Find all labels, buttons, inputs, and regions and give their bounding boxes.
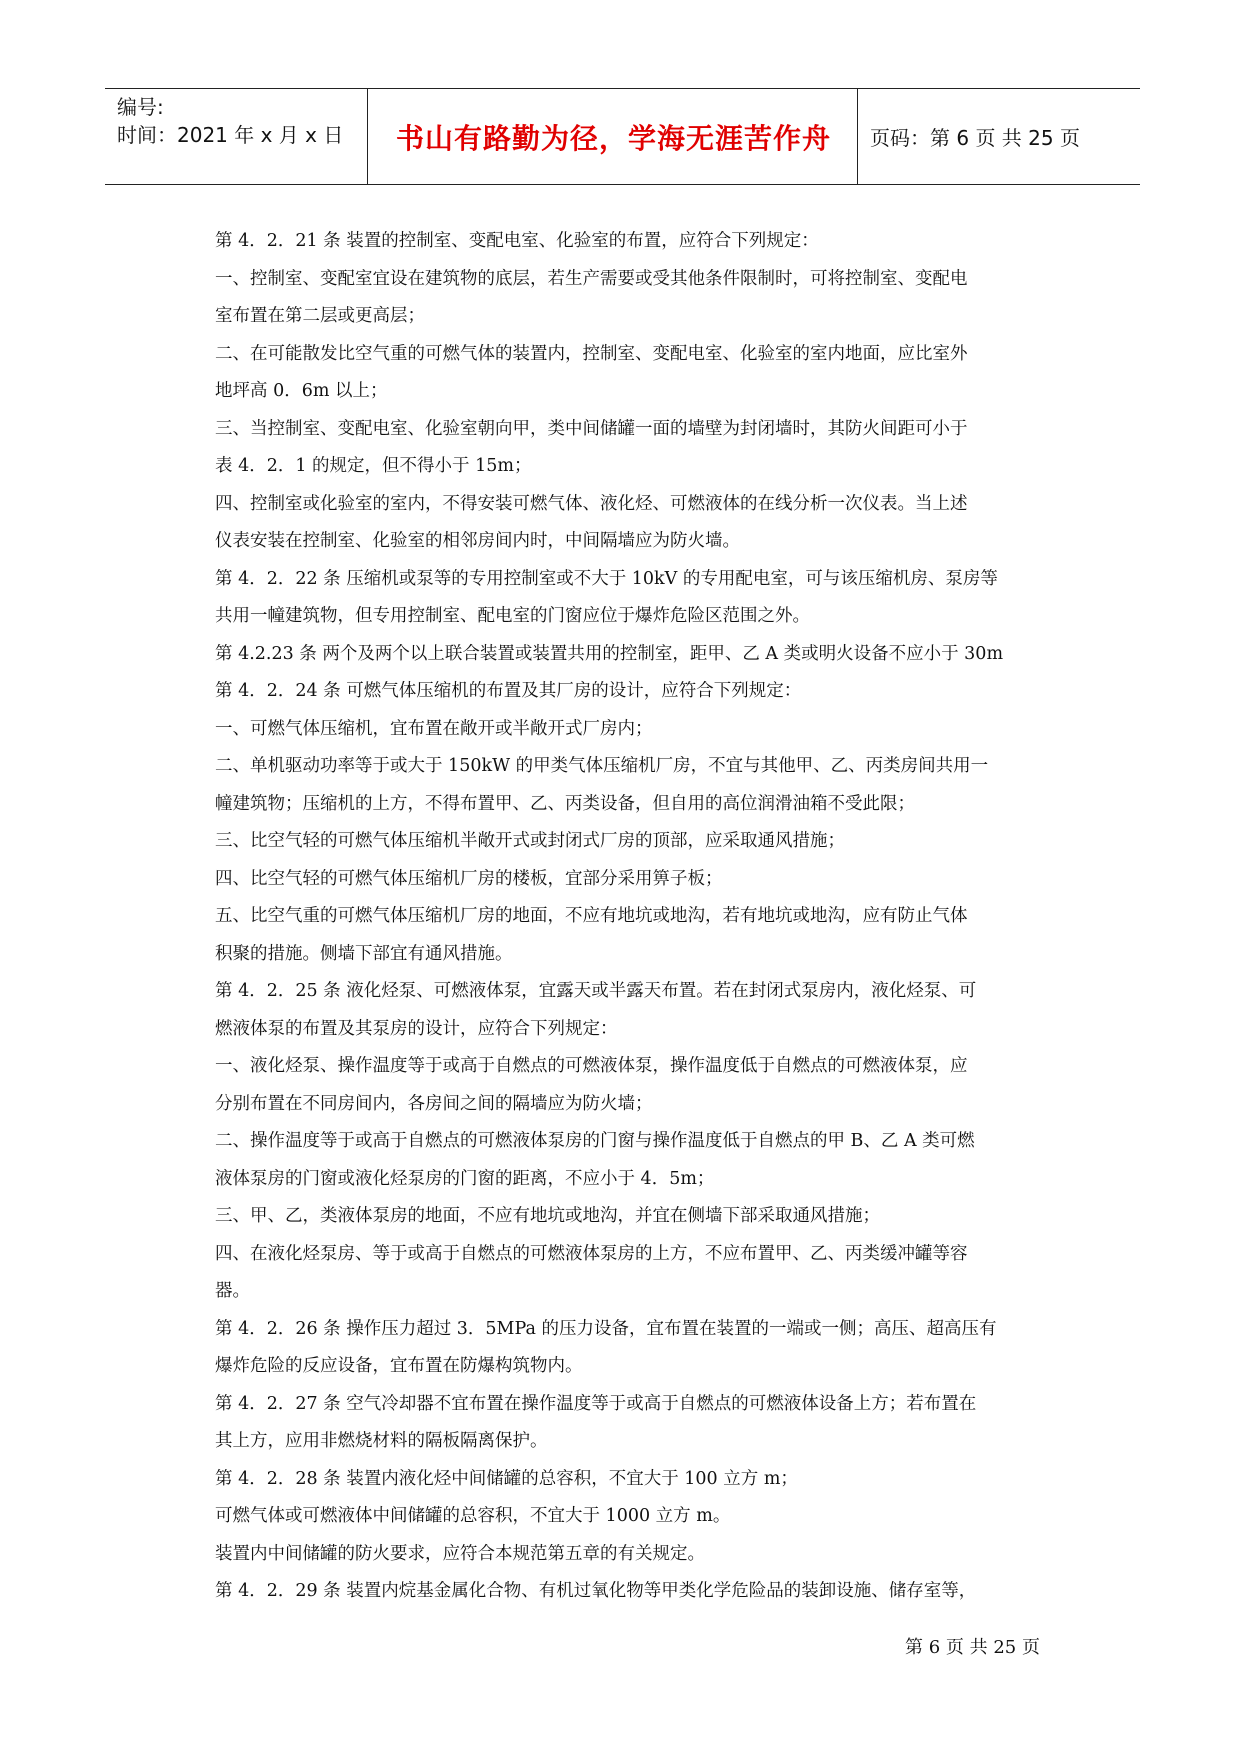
text-line: 可燃气体或可燃液体中间储罐的总容积，不宜大于 1000 立方 m。 [215, 1506, 731, 1526]
header-divider [857, 89, 858, 184]
text-line: 积聚的措施。侧墙下部宜有通风措施。 [215, 943, 513, 964]
text-line: 三、当控制室、变配电室、化验室朝向甲，类中间储罐一面的墙壁为封闭墙时，其防火间距可小于 [215, 418, 968, 439]
text-line: 一、液化烃泵、操作温度等于或高于自燃点的可燃液体泵，操作温度低于自燃点的可燃液体泵，应 [215, 1056, 968, 1076]
text-line: 仪表安装在控制室、化验室的相邻房间内时，中间隔墙应为防火墙。 [215, 531, 740, 551]
text-line: 三、比空气轻的可燃气体压缩机半敞开式或封闭式厂房的顶部，应采取通风措施； [215, 831, 845, 851]
time-label: 时间：2021 年 x 月 x 日 [117, 123, 344, 147]
text-line: 装置内中间储罐的防火要求，应符合本规范第五章的有关规定。 [215, 1543, 705, 1564]
text-line: 第 4．2．21 条 装置的控制室、变配电室、化验室的布置，应符合下列规定： [215, 231, 819, 251]
text-line: 燃液体泵的布置及其泵房的设计，应符合下列规定： [215, 1018, 618, 1039]
text-line: 其上方，应用非燃烧材料的隔板隔离保护。 [215, 1431, 548, 1451]
text-line: 第 4．2．24 条 可燃气体压缩机的布置及其厂房的设计，应符合下列规定： [215, 681, 802, 701]
text-line: 第 4．2．25 条 液化烃泵、可燃液体泵，宜露天或半露天布置。若在封闭式泵房内，液化烃泵、可 [215, 981, 977, 1001]
number-label: 编号: [117, 95, 164, 119]
text-line: 液体泵房的门窗或液化烃泵房的门窗的距离，不应小于 4．5m； [215, 1168, 715, 1189]
text-line: 室布置在第二层或更高层； [215, 306, 425, 326]
text-line: 第 4．2．28 条 装置内液化烃中间储罐的总容积，不宜大于 100 立方 m； [215, 1468, 798, 1489]
text-line: 第 4．2．22 条 压缩机或泵等的专用控制室或不大于 10kV 的专用配电室，可与该压缩机房、泵房等 [215, 568, 998, 589]
header-page-label: 页码：第 6 页 共 25 页 [870, 126, 1080, 150]
text-line: 共用一幢建筑物，但专用控制室、配电室的门窗应位于爆炸危险区范围之外。 [215, 606, 810, 626]
header-meta [117, 93, 343, 149]
text-line: 表 4．2．1 的规定，但不得小于 15m； [215, 456, 532, 476]
text-line: 地坪高 0．6m 以上； [215, 381, 388, 401]
document-body [215, 223, 1033, 1611]
text-line: 分别布置在不同房间内，各房间之间的隔墙应为防火墙； [215, 1093, 653, 1114]
page-header [105, 88, 1140, 185]
text-line: 三、甲、乙，类液体泵房的地面，不应有地坑或地沟，并宜在侧墙下部采取通风措施； [215, 1206, 880, 1226]
text-line: 一、可燃气体压缩机，宜布置在敞开或半敞开式厂房内； [215, 718, 653, 739]
text-line: 二、操作温度等于或高于自燃点的可燃液体泵房的门窗与操作温度低于自燃点的甲 B、乙 A 类可燃 [215, 1131, 975, 1151]
text-line: 幢建筑物；压缩机的上方，不得布置甲、乙、丙类设备，但自用的高位润滑油箱不受此限； [215, 793, 915, 814]
text-line: 一、控制室、变配室宜设在建筑物的底层，若生产需要或受其他条件限制时，可将控制室、变配电 [215, 268, 968, 289]
text-line: 二、在可能散发比空气重的可燃气体的装置内，控制室、变配电室、化验室的室内地面，应比室外 [215, 343, 968, 364]
header-divider [367, 89, 368, 184]
text-line: 二、单机驱动功率等于或大于 150kW 的甲类气体压缩机厂房，不宜与其他甲、乙、丙类房间共用一 [215, 756, 989, 776]
text-line: 四、比空气轻的可燃气体压缩机厂房的楼板，宜部分采用箅子板； [215, 868, 723, 889]
text-line: 第 4．2．26 条 操作压力超过 3．5MPa 的压力设备，宜布置在装置的一端或一侧；高压、超高压有 [215, 1318, 997, 1339]
page-footer: 第 6 页 共 25 页 [905, 1637, 1040, 1658]
text-line: 五、比空气重的可燃气体压缩机厂房的地面，不应有地坑或地沟，若有地坑或地沟，应有防止气体 [215, 906, 968, 926]
header-motto: 书山有路勤为径，学海无涯苦作舟 [395, 121, 831, 155]
text-line: 四、在液化烃泵房、等于或高于自燃点的可燃液体泵房的上方，不应布置甲、乙、丙类缓冲罐等容 [215, 1243, 968, 1264]
text-line: 第 4．2．29 条 装置内烷基金属化合物、有机过氧化物等甲类化学危险品的装卸设施、储存室等， [215, 1581, 977, 1601]
text-line: 器。 [215, 1281, 250, 1301]
text-line: 四、控制室或化验室的室内，不得安装可燃气体、液化烃、可燃液体的在线分析一次仪表。当上述 [215, 493, 968, 514]
text-line: 爆炸危险的反应设备，宜布置在防爆构筑物内。 [215, 1356, 583, 1376]
text-line: 第 4．2．27 条 空气冷却器不宜布置在操作温度等于或高于自燃点的可燃液体设备上方；若布置在 [215, 1393, 977, 1414]
text-line: 第 4.2.23 条 两个及两个以上联合装置或装置共用的控制室，距甲、乙 A 类或明火设备不应小于 30m [215, 643, 1004, 664]
